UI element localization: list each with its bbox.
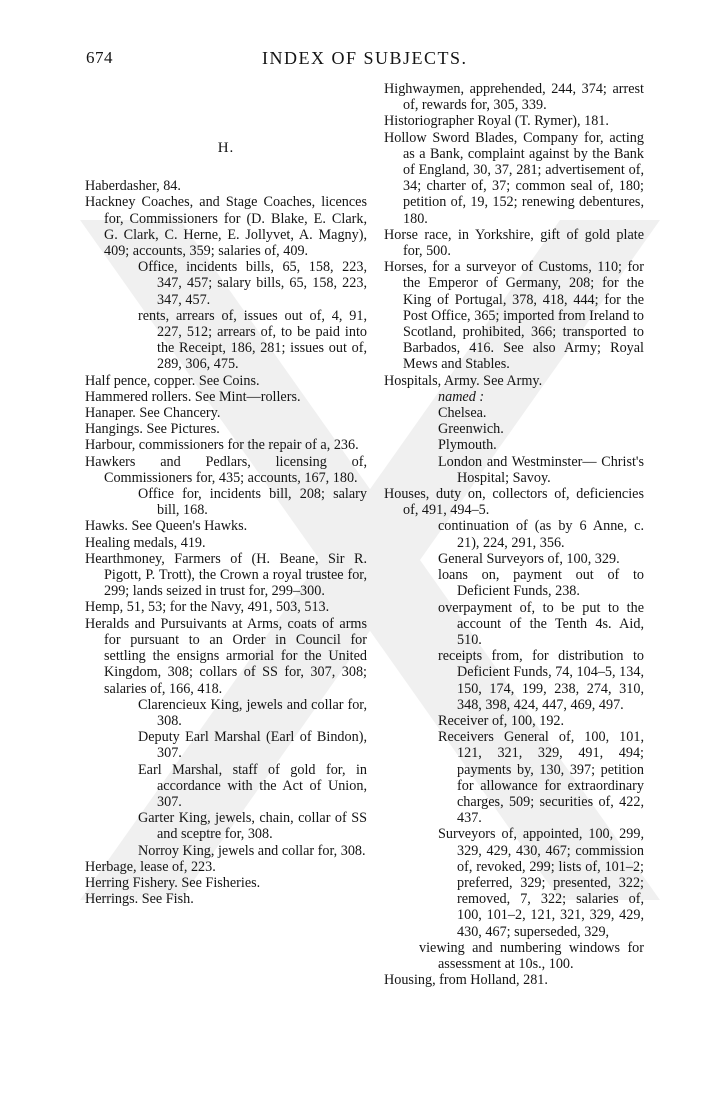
- index-entry: Earl Marshal, staff of gold for, in accordance with the Act of Union, 307.: [138, 761, 367, 810]
- index-entry: Plymouth.: [438, 437, 497, 454]
- index-entry: Housing, from Holland, 281.: [384, 972, 548, 989]
- index-entry: Garter King, jewels, chain, collar of SS and sceptre for, 308.: [138, 810, 367, 843]
- index-entry: Hangings. See Pictures.: [85, 421, 220, 438]
- page-number: 674: [86, 48, 113, 67]
- index-entry: Herrings. See Fish.: [85, 891, 194, 908]
- index-entry: Harbour, commissioners for the repair of a, 236.: [85, 437, 359, 454]
- left-entry-list: [85, 178, 367, 907]
- index-entry: Highwaymen, apprehended, 244, 374; arrest of, rewards for, 305, 339.: [384, 81, 644, 114]
- index-entry: Herring Fishery. See Fisheries.: [85, 874, 261, 891]
- index-entry: named :: [438, 388, 485, 405]
- index-entry: Receiver of, 100, 192.: [438, 712, 565, 729]
- index-entry: Norroy King, jewels and collar for, 308.: [138, 842, 366, 859]
- index-entry: Horse race, in Yorkshire, gift of gold plate for, 500.: [384, 226, 644, 260]
- index-entry: Greenwich.: [438, 421, 504, 438]
- index-entry: Hammered rollers. See Mint—rollers.: [85, 388, 301, 405]
- index-entry: Heralds and Pursuivants at Arms, coats of arms for pursuant to an Order in Council for settling the ensigns armorial for the United Kingdom, 308; collars of SS for, 307, 308; salaries of, 166, 418.: [85, 615, 367, 697]
- index-entry: Houses, duty on, collectors of, deficiencies of, 491, 494–5.: [384, 486, 644, 519]
- index-entry: rents, arrears of, issues out of, 4, 91, 227, 512; arrears of, to be paid into the Receipt, 186, 281; issues out of, 289, 306, 475.: [138, 307, 367, 373]
- index-entry: Hawkers and Pedlars, licensing of, Commissioners for, 435; accounts, 167, 180.: [85, 453, 367, 486]
- index-entry: Healing medals, 419.: [85, 534, 206, 551]
- index-entry: Haberdasher, 84.: [85, 178, 181, 195]
- index-entry: Receivers General of, 100, 101, 121, 321, 329, 491, 494; payments by, 130, 397; petition for allowance for extraordinary charges, 509; securities of, 422, 437.: [438, 729, 644, 827]
- index-entry: Chelsea.: [438, 405, 487, 422]
- running-title: INDEX OF SUBJECTS.: [262, 48, 468, 68]
- index-entry: Surveyors of, appointed, 100, 299, 329, 429, 430, 467; commission of, revoked, 299; lists of, 101–2; preferred, 329; presented, 322; removed, 7, 322; salaries of, 100, 101–2, 121, 321, 329, 429, 430, 467; superseded, 329,: [438, 826, 644, 940]
- section-letter: H.: [217, 140, 235, 156]
- index-entry: London and Westminster— Christ's Hospital; Savoy.: [438, 453, 644, 486]
- index-entry: Hawks. See Queen's Hawks.: [85, 518, 248, 535]
- index-entry: loans on, payment out of to Deficient Funds, 238.: [438, 567, 644, 600]
- index-entry: Hackney Coaches, and Stage Coaches, licences for, Commissioners for (D. Blake, E. Clark, G. Clark, C. Herne, E. Jollyvet, A. Magny), 409; accounts, 359; salaries of, 409.: [85, 194, 367, 260]
- index-entry: Hollow Sword Blades, Company for, acting as a Bank, complaint against by the Bank of England, 30, 37, 281; advertisement of, 34; charter of, 37; common seal of, 180; petition of, 19, 152; renewing debentures, 180.: [384, 129, 644, 227]
- index-entry: Hearthmoney, Farmers of (H. Beane, Sir R. Pigott, P. Trott), the Crown a royal trustee for, 299; lands seized in trust for, 299–300.: [85, 550, 367, 600]
- index-entry: viewing and numbering windows for assessment at 10s., 100.: [419, 939, 644, 972]
- index-entry: receipts from, for distribution to Deficient Funds, 74, 104–5, 134, 150, 174, 199, 238, 274, 310, 348, 398, 424, 447, 469, 497.: [438, 648, 644, 713]
- index-entry: Office, incidents bills, 65, 158, 223, 347, 457; salary bills, 65, 158, 223, 347, 457.: [138, 259, 367, 308]
- index-entry: Historiographer Royal (T. Rymer), 181.: [384, 113, 609, 130]
- index-entry: overpayment of, to be put to the account of the Tenth 4s. Aid, 510.: [438, 599, 644, 648]
- index-entry: Hemp, 51, 53; for the Navy, 491, 503, 513.: [85, 599, 330, 616]
- index-entry: Hospitals, Army. See Army.: [384, 372, 543, 389]
- index-entry: Hanaper. See Chancery.: [85, 405, 221, 422]
- index-entry: Horses, for a surveyor of Customs, 110; for the Emperor of Germany, 208; for the King of Portugal, 378, 418, 444; for the Post Office, 365; imported from Ireland to Scotland, prohibited, 366; transported to Barbados, 416. See also Army; Royal Mews and Stables.: [384, 259, 644, 373]
- right-entry-list: [384, 81, 644, 988]
- index-entry: continuation of (as by 6 Anne, c. 21), 224, 291, 356.: [438, 518, 644, 551]
- index-entry: Clarencieux King, jewels and collar for, 308.: [138, 696, 367, 729]
- page-header: [0, 48, 722, 72]
- right-column: [384, 81, 644, 988]
- left-column: [85, 78, 367, 907]
- index-entry: General Surveyors of, 100, 329.: [438, 550, 620, 567]
- index-entry: Half pence, copper. See Coins.: [85, 372, 260, 389]
- index-entry: Deputy Earl Marshal (Earl of Bindon), 307.: [138, 729, 367, 762]
- index-entry: Office for, incidents bill, 208; salary bill, 168.: [138, 486, 367, 519]
- index-entry: Herbage, lease of, 223.: [85, 858, 216, 875]
